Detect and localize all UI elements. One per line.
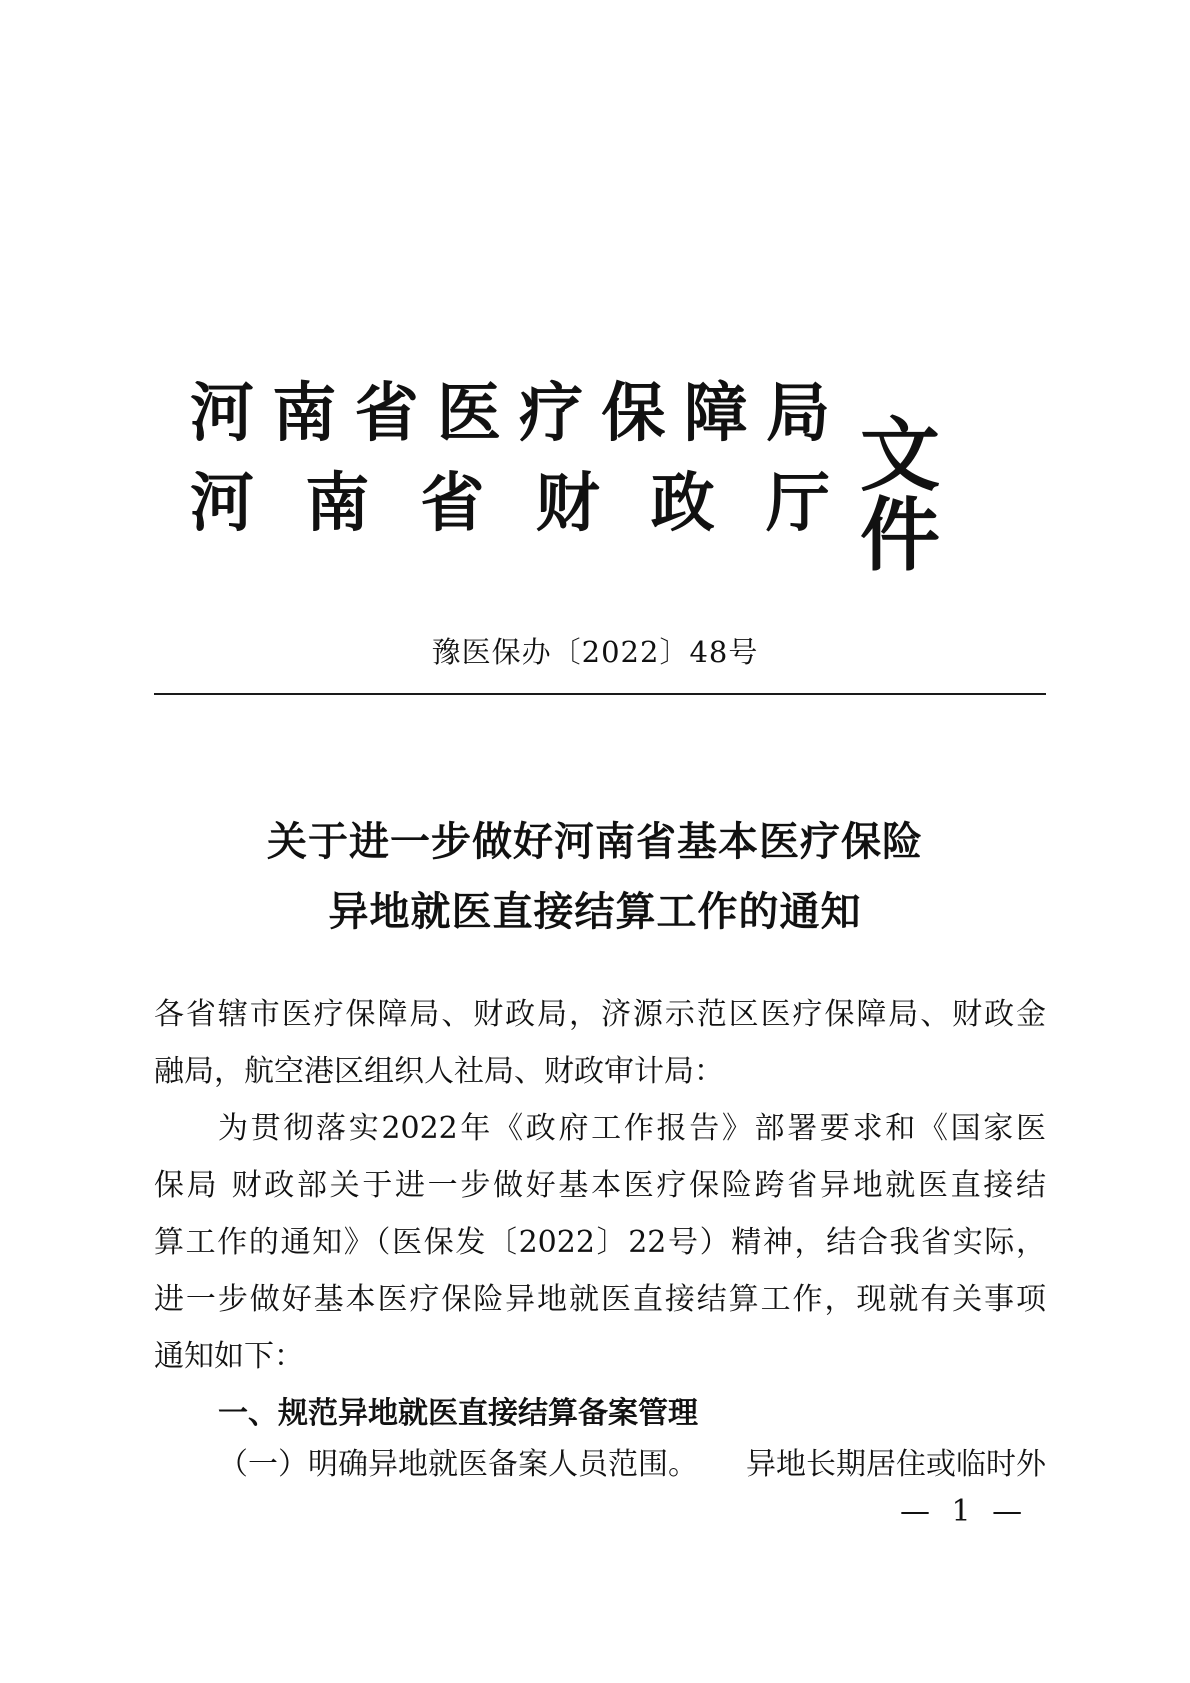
issuer-char: 南 — [305, 467, 370, 541]
issuer-char: 医 — [436, 377, 501, 451]
issuer-char: 河 — [190, 467, 254, 541]
document-title-line-2: 异地就医直接结算工作的通知 — [328, 889, 862, 935]
intro-paragraph-line: 保局 财政部关于进一步做好基本医疗保险跨省异地就医直接结 — [154, 1168, 1046, 1203]
intro-paragraph-line: 进一步做好基本医疗保险异地就医直接结算工作，现就有关事项 — [154, 1282, 1046, 1317]
header-divider — [154, 693, 1046, 695]
issuer-char: 河 — [190, 377, 254, 451]
issuer-char: 政 — [650, 467, 715, 541]
intro-paragraph-line: 通知如下： — [154, 1339, 304, 1374]
issuer-char: 省 — [354, 377, 419, 451]
document-number: 豫医保办〔2022〕48号 — [431, 635, 759, 669]
issuer-line-medical-security-bureau — [190, 377, 830, 451]
subsection-text: 异地长期居住或临时外 — [746, 1447, 1046, 1482]
intro-paragraph-line: 为贯彻落实2022年《政府工作报告》部署要求和《国家医 — [218, 1111, 1046, 1146]
file-label: 文件 — [860, 409, 944, 582]
issuer-char: 疗 — [519, 377, 584, 451]
page-number: — 1 — — [900, 1494, 1029, 1529]
subsection-label: （一）明确异地就医备案人员范围。 — [218, 1447, 698, 1482]
document-title-line-1: 关于进一步做好河南省基本医疗保险 — [267, 819, 923, 865]
issuer-char: 保 — [601, 377, 666, 451]
issuer-char: 财 — [535, 467, 600, 541]
issuer-char: 局 — [765, 377, 830, 451]
issuer-char: 障 — [683, 377, 748, 451]
issuer-char: 厅 — [765, 467, 830, 541]
issuer-char: 南 — [272, 377, 337, 451]
section-heading: 一、规范异地就医直接结算备案管理 — [218, 1396, 698, 1431]
intro-paragraph-line: 算工作的通知》（医保发〔2022〕22号）精神，结合我省实际， — [154, 1225, 1046, 1260]
recipients-line: 各省辖市医疗保障局、财政局，济源示范区医疗保障局、财政金 — [154, 997, 1046, 1032]
issuer-line-finance-department — [190, 467, 830, 541]
recipients-line: 融局，航空港区组织人社局、财政审计局： — [154, 1054, 724, 1089]
subsection-line — [218, 1436, 1046, 1493]
issuer-char: 省 — [420, 467, 485, 541]
document-header — [190, 370, 1010, 582]
